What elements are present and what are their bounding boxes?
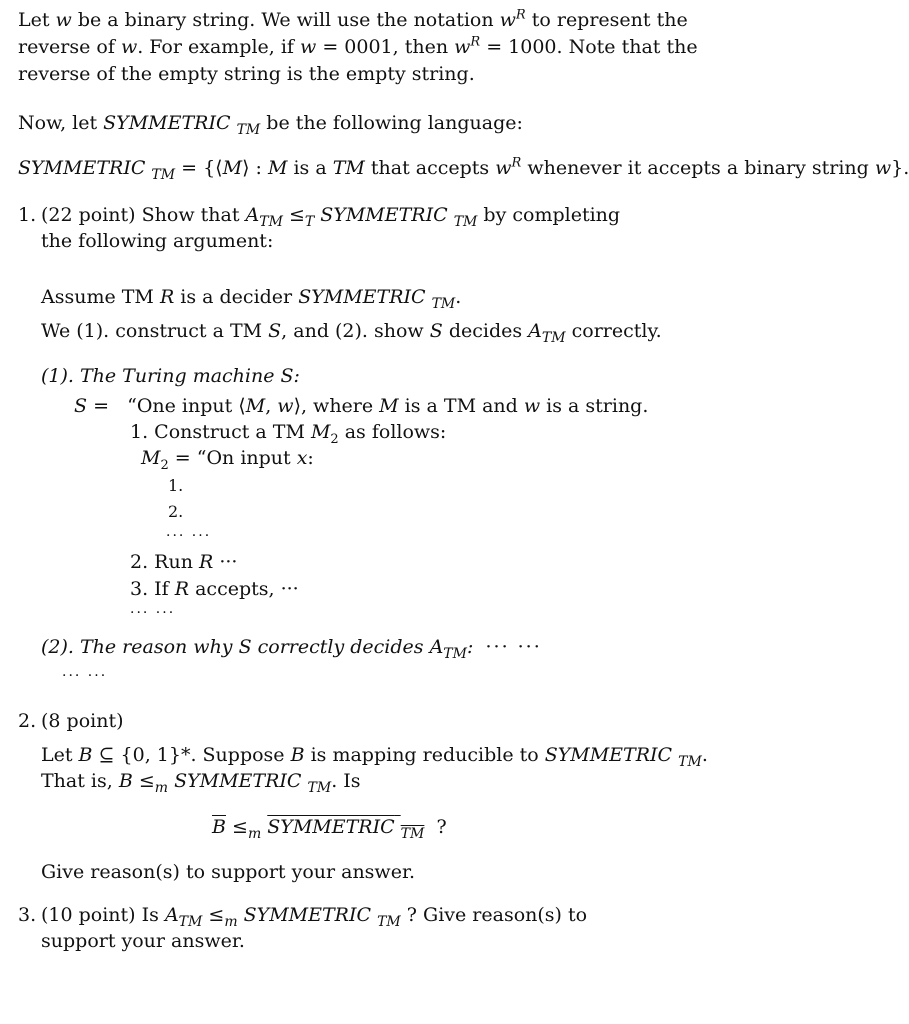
q1-m2-dots: ··· ··· <box>166 528 212 544</box>
q2-prompt: Give reason(s) to support your answer. <box>41 861 415 883</box>
q1-step-3: 3. If R accepts, ··· <box>130 578 299 600</box>
intro-line-2: reverse of w. For example, if w = 0001, then $w^R = 1000$. Note that the <box>18 34 698 58</box>
q1-text-line-2: the following argument: <box>41 230 274 252</box>
q2-points: (8 point) <box>41 710 124 732</box>
q1-part1-heading: (1). The Turing machine S: <box>41 365 300 387</box>
q2-question: $\overline{B} \le_m$ SYMMETRIC $_{TM}$ ? <box>212 816 447 842</box>
q1-s-definition: S = “One input ⟨M, w⟩, where M is a TM and w is a string. <box>74 395 649 417</box>
q3-line-2: support your answer. <box>41 930 245 952</box>
intro-line-1: Let w be a binary string. We will use the notation $w^R$ to represent the <box>18 7 688 31</box>
q1-number: 1. <box>18 204 37 226</box>
intro-line-3: reverse of the empty string is the empty string. <box>18 63 475 85</box>
q1-step-1: 1. Construct a TM $M_2$ as follows: <box>130 421 447 447</box>
definition-lead: Now, let SYMMETRIC $_{TM}$ be the following language: <box>18 112 523 138</box>
q2-line-2: That is, $B \le_m$ SYMMETRIC $_{TM}$. Is <box>41 770 361 796</box>
q1-part2-heading: (2). The reason why S correctly decides $A_{TM}$: ··· ··· <box>41 636 542 662</box>
q1-assume: Assume TM R is a decider SYMMETRIC $_{TM}$. <box>41 286 462 312</box>
q3-number: 3. <box>18 904 37 926</box>
q1-m2-step-2: 2. <box>168 502 184 521</box>
q1-text-line-1: (22 point) Show that $A_{TM} \le_T$ SYMMETRIC $_{TM}$ by completing <box>41 204 621 230</box>
q1-plan: We (1). construct a TM S, and (2). show S decides $A_{TM}$ correctly. <box>41 320 662 346</box>
q1-part2-dots: ··· ··· <box>62 668 108 684</box>
q1-step-2: 2. Run R ··· <box>130 551 238 573</box>
q1-m2-step-1: 1. <box>168 476 184 495</box>
q3-line-1: (10 point) Is $A_{TM} \le_m$ SYMMETRIC $_{TM}$ ? Give reason(s) to <box>41 904 588 930</box>
q1-s-dots: ··· ··· <box>130 605 176 621</box>
q2-line-1: Let B ⊆ {0, 1}*. Suppose B is mapping reducible to SYMMETRIC $_{TM}$. <box>41 744 708 770</box>
q1-m2-definition: $M_2$ = “On input x: <box>141 447 314 473</box>
q2-number: 2. <box>18 710 37 732</box>
definition-formula: SYMMETRIC $_{TM}$ = {⟨M⟩ : M is a TM that accepts $w^R$ whenever it accepts a binary string w}. <box>18 155 909 183</box>
